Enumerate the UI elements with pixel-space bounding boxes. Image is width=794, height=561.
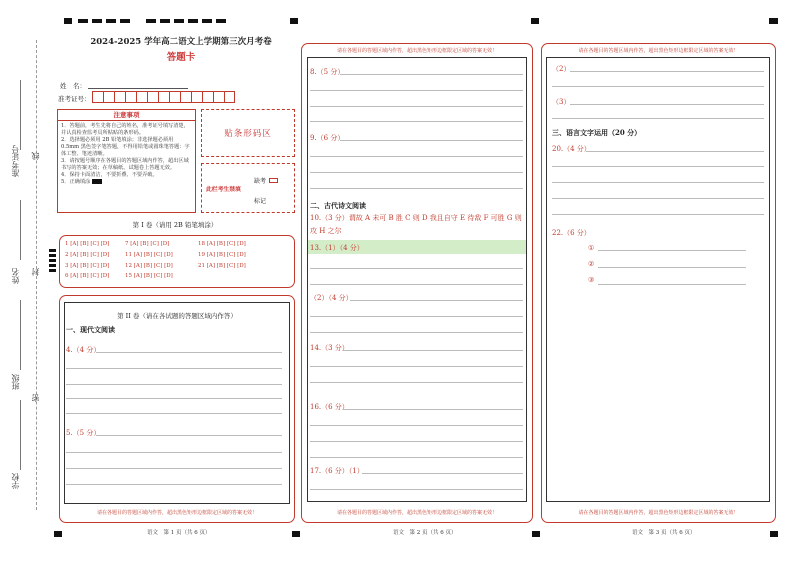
binding-blank-id[interactable] bbox=[20, 80, 21, 150]
page2-inner bbox=[307, 57, 527, 502]
notice-item: 3．请按题号顺序在各题目的答题区域内作答，超出区域书写的答案无效；在草稿纸、试题卷上答题无效。 bbox=[61, 158, 189, 171]
answer-line[interactable] bbox=[310, 268, 523, 269]
choice-row-1[interactable]: 1 [A] [B] [C] [D] bbox=[65, 241, 110, 247]
answer-line[interactable] bbox=[343, 350, 523, 351]
answer-line[interactable] bbox=[310, 382, 523, 383]
timing-mark bbox=[769, 18, 778, 24]
answer-line[interactable] bbox=[310, 90, 523, 91]
timing-mark bbox=[54, 531, 62, 537]
part3-heading: 三、语言文字运用（20 分） bbox=[552, 128, 642, 137]
binding-line-mark: 线 bbox=[31, 152, 40, 160]
fill-sample-icon bbox=[92, 179, 102, 184]
answer-line[interactable] bbox=[552, 198, 764, 199]
timing-mark bbox=[290, 18, 298, 24]
timing-mark bbox=[120, 19, 130, 23]
answer-line[interactable] bbox=[310, 106, 523, 107]
timing-mark bbox=[64, 18, 72, 24]
notice-item: 4．保持卡面清洁，不要折叠、不要弄破。 bbox=[61, 172, 158, 178]
answer-line[interactable] bbox=[362, 473, 523, 474]
answer-line[interactable] bbox=[310, 457, 523, 458]
part2-heading: 二、古代诗文阅读 bbox=[310, 201, 366, 210]
question-4-label: 4.（4 分） bbox=[66, 346, 101, 354]
answer-line[interactable] bbox=[552, 182, 764, 183]
timing-mark bbox=[202, 19, 212, 23]
circle-3-label: ③ bbox=[588, 276, 595, 284]
exam-id-label: 准考证号： bbox=[58, 95, 91, 103]
question-20-label: 20.（4 分） bbox=[552, 145, 591, 153]
answer-line[interactable] bbox=[598, 250, 746, 251]
page-footer-3: 语文 第 3 页（共 6 页） bbox=[632, 530, 696, 536]
answer-line[interactable] bbox=[552, 214, 764, 215]
page-footer-1: 语文 第 1 页（共 6 页） bbox=[147, 530, 211, 536]
section2-title: 第 II 卷（请在各试题的答题区域内作答） bbox=[117, 312, 237, 320]
answer-line[interactable] bbox=[66, 368, 282, 369]
answer-sheet-subtitle: 答题卡 bbox=[166, 52, 196, 63]
question-13-2-label: （2）（4 分） bbox=[310, 294, 353, 302]
question-14-label: 14.（3 分） bbox=[310, 344, 349, 352]
absent-box bbox=[201, 163, 295, 213]
question-3-label: （3） bbox=[552, 98, 571, 106]
binding-secret-mark: 密 bbox=[31, 394, 40, 402]
answer-line[interactable] bbox=[340, 140, 523, 141]
timing-mark bbox=[160, 19, 170, 23]
warning-text: 请在各题目的答题区域内作答，超出黑色矩形边框限定区域的答案无效！ bbox=[336, 48, 497, 54]
binding-class-label: 班级 bbox=[11, 374, 20, 390]
choice-row-6[interactable]: 6 [A] [B] [C] [D] bbox=[65, 273, 110, 279]
answer-line[interactable] bbox=[310, 425, 523, 426]
notice-item: 2．选择题必须用 2B 铅笔填涂；非选择题必须用 0.5mm 黑色签字笔答题，不得用铅笔或圆珠笔答题：字体工整、笔迹清晰。 bbox=[61, 137, 190, 157]
answer-line[interactable] bbox=[552, 118, 764, 119]
question-9-label: 9.（6 分） bbox=[310, 134, 345, 142]
choice-row-18[interactable]: 18 [A] [B] [C] [D] bbox=[198, 241, 246, 247]
binding-blank-school[interactable] bbox=[20, 400, 21, 470]
timing-mark bbox=[49, 269, 56, 272]
answer-line[interactable] bbox=[310, 156, 523, 157]
absent-label: 此栏考生禁填 bbox=[206, 187, 241, 193]
barcode-label: 贴条形码区 bbox=[224, 129, 272, 139]
section1-title: 第 I 卷（请用 2B 铅笔填涂） bbox=[132, 221, 218, 229]
timing-mark bbox=[532, 531, 540, 537]
notice-item bbox=[61, 179, 192, 186]
binding-id-label: 准考证号 bbox=[11, 145, 20, 177]
timing-mark bbox=[49, 259, 56, 262]
answer-line[interactable] bbox=[343, 409, 523, 410]
timing-mark bbox=[188, 19, 198, 23]
answer-line[interactable] bbox=[96, 435, 282, 436]
timing-mark bbox=[174, 19, 184, 23]
circle-1-label: ① bbox=[588, 244, 595, 252]
name-field[interactable] bbox=[88, 88, 188, 89]
notice-title: 注意事项 bbox=[58, 110, 195, 121]
answer-line[interactable] bbox=[66, 413, 282, 414]
exam-title: 2024-2025 学年高二语文上学期第三次月考卷 bbox=[90, 37, 272, 47]
answer-line[interactable] bbox=[570, 104, 764, 105]
question-13-1-label: 13.（1）（4 分） bbox=[310, 244, 364, 252]
warning-text: 请在各题目的答题区域内作答，超出黑色矩形边框限定区域的答案无效！ bbox=[96, 510, 257, 516]
timing-mark bbox=[292, 531, 300, 537]
answer-line[interactable] bbox=[552, 166, 764, 167]
absent-checkbox[interactable] bbox=[269, 178, 278, 183]
answer-line[interactable] bbox=[66, 484, 282, 485]
absent-mark-label-2: 标记 bbox=[254, 198, 267, 205]
timing-mark bbox=[531, 18, 539, 24]
timing-mark bbox=[49, 254, 56, 257]
question-8-label: 8.（5 分） bbox=[310, 68, 345, 76]
timing-mark bbox=[216, 19, 226, 23]
question-22-label: 22.（6 分） bbox=[552, 229, 591, 237]
notice-box bbox=[57, 109, 196, 213]
warning-text: 请在各题目的答题区域内作答，超出黑色矩形边框限定区域的答案无效！ bbox=[336, 510, 497, 516]
question-10-label[interactable]: 10.（3 分）谓故 A 未可 B 胜 C 则 D 我且自守 E 待敌 F 可胜 G 则攻 H 之尔 bbox=[310, 214, 522, 235]
binding-blank-class[interactable] bbox=[20, 300, 21, 370]
answer-line[interactable] bbox=[552, 86, 764, 87]
question-16-label: 16.（6 分） bbox=[310, 403, 349, 411]
binding-name-label: 姓名 bbox=[11, 268, 20, 284]
answer-line[interactable] bbox=[310, 316, 523, 317]
answer-line[interactable] bbox=[66, 452, 282, 453]
warning-text: 请在各题目的答题区域内作答，超出黑色矩形边框限定区域的答案无效！ bbox=[578, 510, 739, 516]
answer-line[interactable] bbox=[350, 300, 523, 301]
timing-mark bbox=[49, 249, 56, 252]
answer-line[interactable] bbox=[586, 151, 764, 152]
question-5-label: 5.（5 分） bbox=[66, 429, 101, 437]
part1-heading: 一、现代文阅读 bbox=[66, 325, 115, 334]
answer-line[interactable] bbox=[310, 332, 523, 333]
answer-line[interactable] bbox=[310, 121, 523, 122]
answer-line[interactable] bbox=[340, 74, 523, 75]
circle-2-label: ② bbox=[588, 260, 595, 268]
choice-row-15[interactable]: 15 [A] [B] [C] [D] bbox=[125, 273, 173, 279]
timing-mark bbox=[146, 19, 156, 23]
answer-line[interactable] bbox=[310, 172, 523, 173]
answer-line[interactable] bbox=[66, 384, 282, 385]
answer-line[interactable] bbox=[598, 284, 746, 285]
exam-id-boxes[interactable] bbox=[92, 91, 235, 103]
question-17-label: 17.（6 分）（1） bbox=[310, 467, 364, 475]
choice-row-2[interactable]: 2 [A] [B] [C] [D] bbox=[65, 252, 110, 258]
answer-line[interactable] bbox=[598, 267, 746, 268]
answer-line[interactable] bbox=[310, 188, 523, 189]
choice-row-3[interactable]: 3 [A] [B] [C] [D] bbox=[65, 263, 110, 269]
question-2-label: （2） bbox=[552, 65, 571, 73]
notice-item: 1．答题前，考生先将自己的姓名，准考证号填写清楚，并认真检查监考员所粘贴的条形码。 bbox=[61, 123, 189, 136]
timing-mark bbox=[106, 19, 116, 23]
timing-mark bbox=[78, 19, 88, 23]
answer-line[interactable] bbox=[96, 352, 282, 353]
choice-row-7[interactable]: 7 [A] [B] [C] [D] bbox=[125, 241, 170, 247]
answer-line[interactable] bbox=[310, 284, 523, 285]
answer-line[interactable] bbox=[66, 468, 282, 469]
answer-line[interactable] bbox=[310, 489, 523, 490]
timing-mark bbox=[770, 531, 778, 537]
timing-mark bbox=[49, 264, 56, 267]
answer-line[interactable] bbox=[310, 366, 523, 367]
choice-row-19[interactable]: 19 [A] [B] [C] [D] bbox=[198, 252, 246, 258]
barcode-area bbox=[201, 109, 295, 157]
choice-row-12[interactable]: 12 [A] [B] [C] [D] bbox=[125, 263, 173, 269]
answer-line[interactable] bbox=[310, 441, 523, 442]
answer-line[interactable] bbox=[66, 398, 282, 399]
page-footer-2: 语文 第 2 页（共 6 页） bbox=[393, 530, 457, 536]
name-label: 姓 名： bbox=[60, 82, 86, 90]
warning-text: 请在各题目的答题区域内作答，超出黑色矩形边框限定区域的答案无效！ bbox=[578, 48, 739, 54]
choice-row-11[interactable]: 11 [A] [B] [C] [D] bbox=[125, 252, 173, 258]
timing-mark bbox=[92, 19, 102, 23]
answer-line[interactable] bbox=[570, 71, 764, 72]
notice-item-text: 5．正确填涂 bbox=[61, 179, 91, 185]
choice-row-21[interactable]: 21 [A] [B] [C] [D] bbox=[198, 263, 246, 269]
binding-blank-name[interactable] bbox=[20, 200, 21, 260]
binding-seal-mark: 封 bbox=[31, 268, 40, 276]
binding-school-label: 学校 bbox=[11, 473, 20, 489]
absent-mark-label-1: 缺考 bbox=[254, 178, 267, 185]
page3-inner bbox=[546, 57, 770, 502]
